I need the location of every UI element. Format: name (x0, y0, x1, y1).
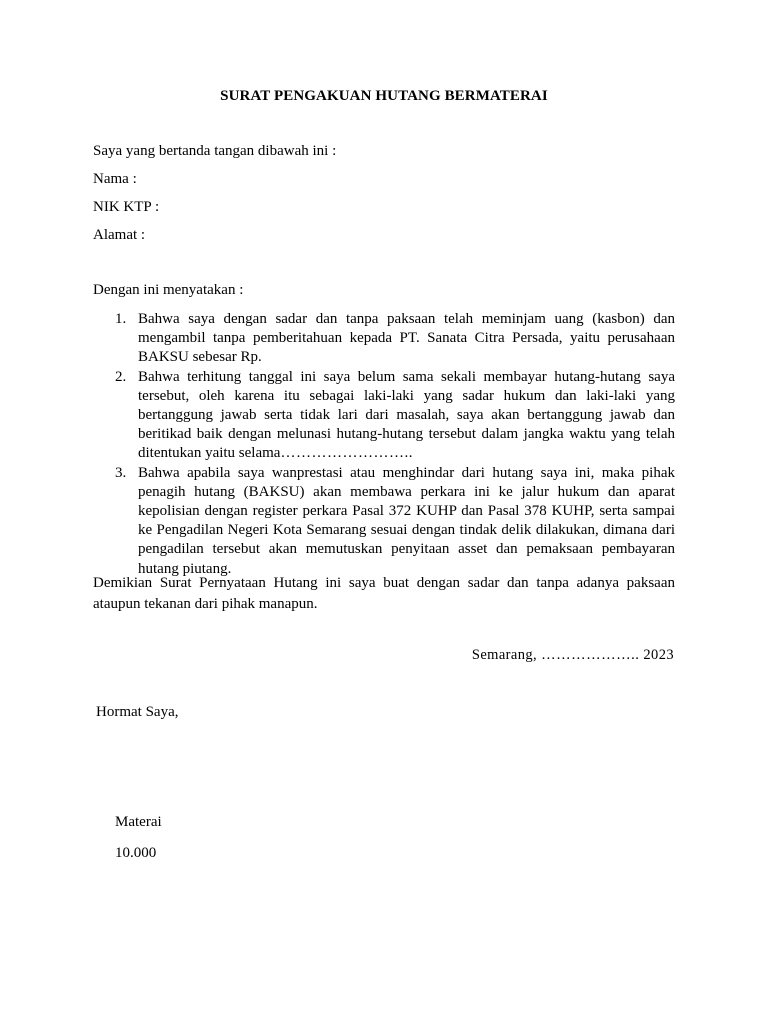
place-date (472, 647, 674, 664)
place-year: 2023 (643, 647, 674, 663)
place-city: Semarang, (471, 647, 538, 663)
closing-paragraph: Demikian Surat Pernyataan Hutang ini saya buat dengan sadar dan tanpa adanya paksaan ataupun tekanan dari pihak manapun. (93, 575, 675, 612)
stamp-value: 10.000 (115, 845, 157, 861)
date-blank: ……………….. (541, 647, 640, 663)
item-text: Bahwa terhitung tanggal ini saya belum sama sekali membayar hutang-hutang saya tersebut, oleh karena itu sebagai laki-laki yang sadar hukum dan laki-laki yang bertanggung jawab serta tidak lari dari masalah, saya akan bertanggung jawab dan beritikad baik dengan melunasi hutang-hutang tersebut dalam jangka waktu yang telah ditentukan yaitu selama (138, 368, 675, 462)
duration-blank: ……………………. (280, 445, 409, 462)
field-name: Nama : (93, 171, 137, 187)
regards-text: Hormat Saya, (96, 704, 179, 720)
document-title: SURAT PENGAKUAN HUTANG BERMATERAI (220, 88, 548, 104)
item-end: . (408, 445, 413, 462)
intro-text: Saya yang bertanda tangan dibawah ini : (93, 143, 337, 159)
item-number: 1. (115, 311, 127, 327)
statement-heading: Dengan ini menyatakan : (93, 282, 244, 298)
item-text: Bahwa apabila saya wanprestasi atau menghindar dari hutang saya ini, maka pihak penagih hutang (BAKSU) akan membawa perkara ini ke jalur hukum dan aparat kepolisian dengan register perkara Pasal 372 KUHP dan Pasal 378 KUHP, serta sampai ke Pengadilan Negeri Kota Semarang sesuai dengan tindak delik dilakukan, dimana dari pengadilan tersebut akan memutuskan penyitaan asset dan pemaksaan pembayaran hutang piutang. (138, 464, 675, 577)
statement-list (93, 310, 675, 579)
item-number: 2. (115, 368, 127, 385)
statement-item-3 (93, 464, 675, 579)
stamp-label: Materai (115, 814, 162, 830)
statement-item-1 (93, 310, 675, 368)
item-number: 3. (115, 464, 127, 481)
field-address: Alamat : (93, 227, 146, 243)
statement-item-2 (93, 368, 675, 464)
item-text: Bahwa saya dengan sadar dan tanpa paksaan telah meminjam uang (kasbon) dan mengambil tanpa pemberitahuan kepada PT. Sanata Citra Persada, yaitu perusahaan BAKSU sebesar Rp. (138, 311, 675, 366)
field-nik: NIK KTP : (93, 199, 160, 215)
